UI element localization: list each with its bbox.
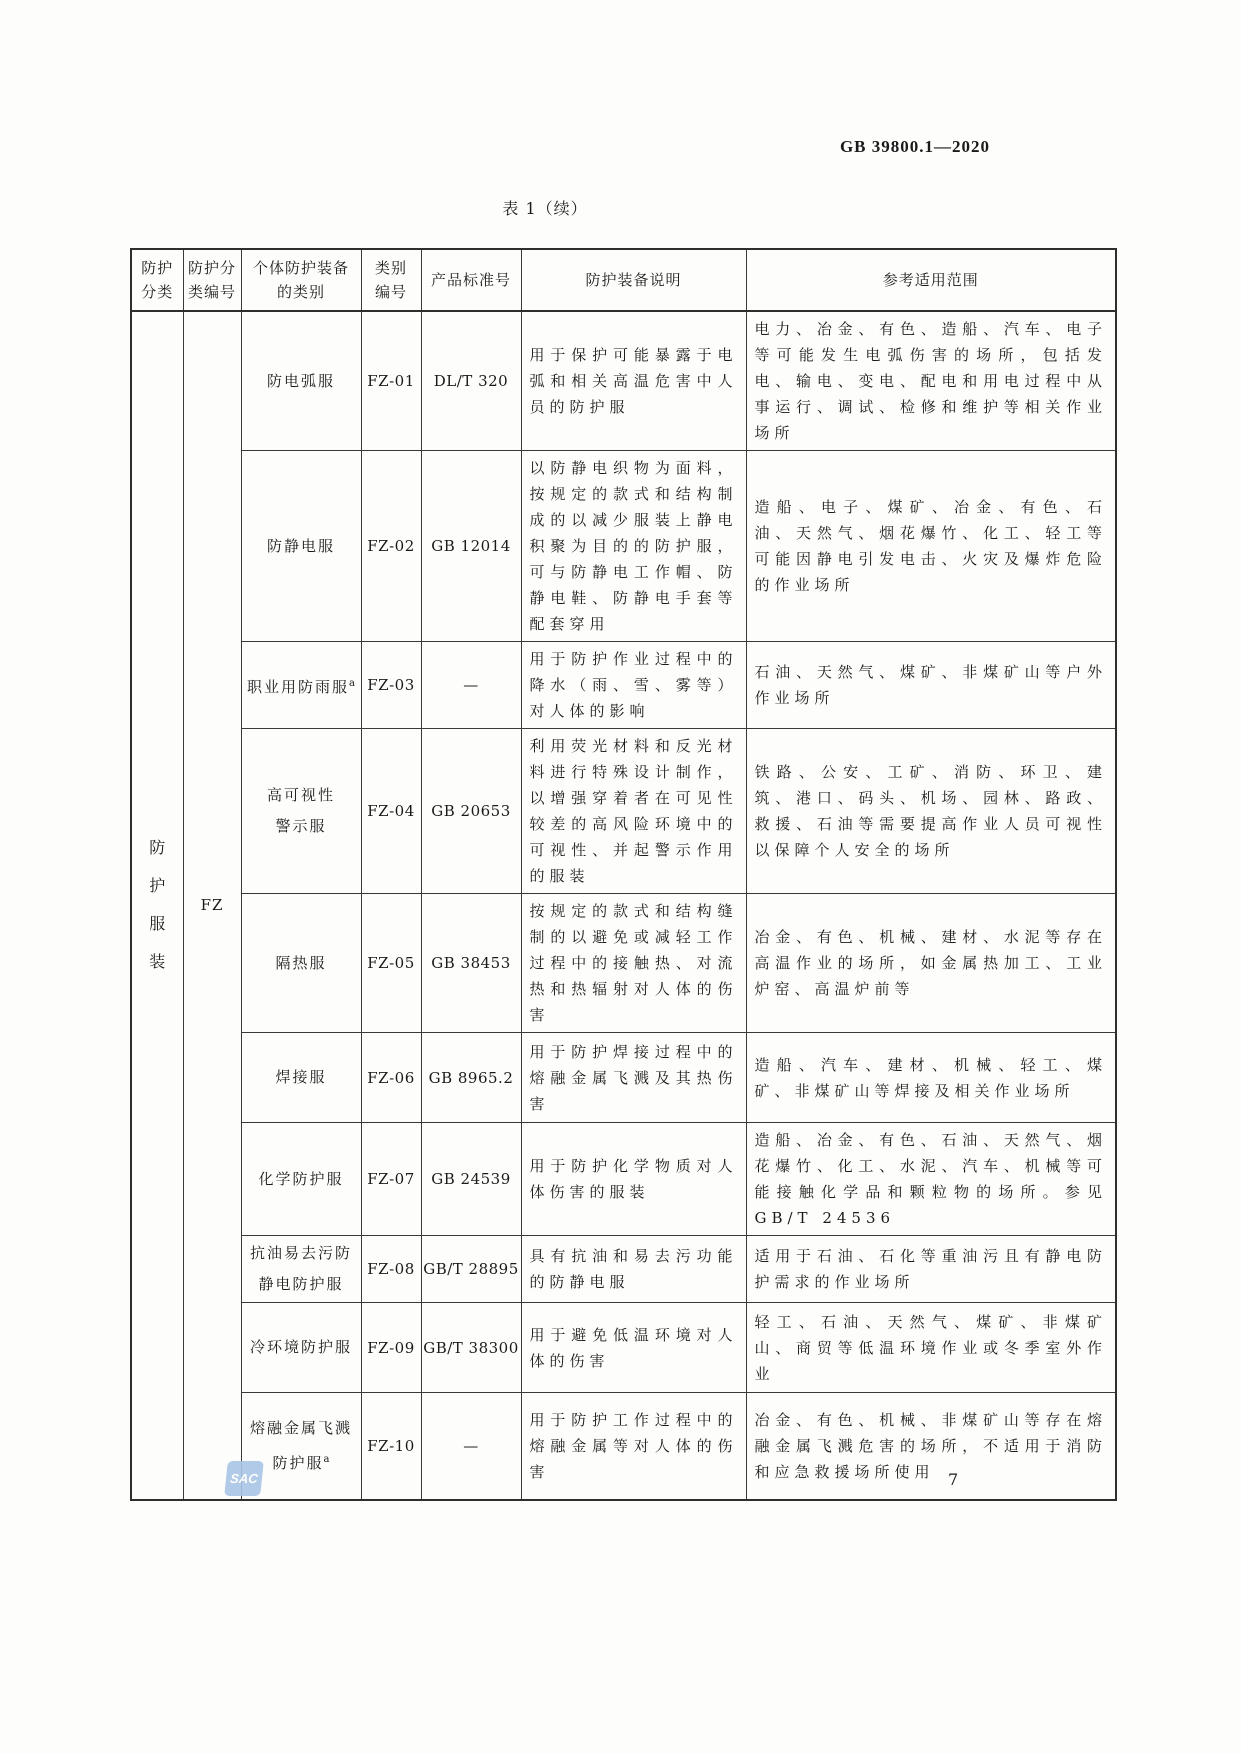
category-char: 装 xyxy=(149,952,166,972)
page-number: 7 xyxy=(948,1470,959,1489)
equipment-description-cell: 具有抗油和易去污功能的防静电服 xyxy=(521,1236,746,1303)
table-title: 表 1（续） xyxy=(502,199,588,218)
equipment-description-cell: 用于防护工作过程中的熔融金属等对人体的伤害 xyxy=(521,1393,746,1500)
table-row xyxy=(131,1236,1116,1303)
category-number-cell: FZ-10 xyxy=(361,1393,421,1500)
table-row xyxy=(131,1393,1116,1500)
equipment-name-cell: 焊接服 xyxy=(241,1033,361,1123)
table-header xyxy=(131,249,1116,311)
sac-watermark-logo: SAC xyxy=(224,1461,264,1496)
equipment-name-cell: 防静电服 xyxy=(241,451,361,642)
column-header: 参考适用范围 xyxy=(746,249,1116,311)
product-standard-cell: GB 38453 xyxy=(421,894,521,1033)
equipment-name-cell: 熔融金属飞溅 防护服$^a$ xyxy=(241,1393,361,1500)
equipment-name-cell: 防电弧服 xyxy=(241,311,361,451)
category-char: 防 xyxy=(149,838,166,858)
table-row xyxy=(131,311,1116,451)
product-standard-cell: GB/T 38300 xyxy=(421,1303,521,1393)
column-header: 防护装备说明 xyxy=(521,249,746,311)
table-row xyxy=(131,451,1116,642)
category-number-cell: FZ-07 xyxy=(361,1123,421,1236)
column-header: 防护分 类编号 xyxy=(183,249,241,311)
footnote-marker: a xyxy=(323,1453,330,1465)
category-number-cell: FZ-01 xyxy=(361,311,421,451)
ppe-classification-table xyxy=(130,248,1117,1501)
category-char: 护 xyxy=(149,876,166,896)
category-number-cell: FZ-09 xyxy=(361,1303,421,1393)
product-standard-cell: GB/T 28895 xyxy=(421,1236,521,1303)
applicable-scope-cell: 电力、冶金、有色、造船、汽车、电子等可能发生电弧伤害的场所，包括发电、输电、变电、配电和用电过程中从事运行、调试、检修和维护等相关作业场所 xyxy=(746,311,1116,451)
applicable-scope-cell: 铁路、公安、工矿、消防、环卫、建筑、港口、码头、机场、园林、路政、救援、石油等需要提高作业人员可视性以保障个人安全的场所 xyxy=(746,729,1116,894)
equipment-name-cell: 化学防护服 xyxy=(241,1123,361,1236)
standard-number: GB 39800.1—2020 xyxy=(839,137,990,156)
equipment-name-cell: 职业用防雨服$^a$ xyxy=(241,642,361,729)
applicable-scope-cell: 造船、电子、煤矿、冶金、有色、石油、天然气、烟花爆竹、化工、轻工等可能因静电引发电击、火灾及爆炸危险的作业场所 xyxy=(746,451,1116,642)
product-standard-cell: GB 24539 xyxy=(421,1123,521,1236)
column-header: 产品标准号 xyxy=(421,249,521,311)
header-row xyxy=(131,249,1116,311)
column-header: 防护 分类 xyxy=(131,249,183,311)
table-row xyxy=(131,642,1116,729)
column-header: 类别 编号 xyxy=(361,249,421,311)
applicable-scope-cell: 冶金、有色、机械、非煤矿山等存在熔融金属飞溅危害的场所，不适用于消防和应急救援场所使用 xyxy=(746,1393,1116,1500)
protection-category-cell xyxy=(131,311,183,1500)
applicable-scope-cell: 造船、冶金、有色、石油、天然气、烟花爆竹、化工、水泥、汽车、机械等可能接触化学品和颗粒物的场所。参见 GB/T 24536 xyxy=(746,1123,1116,1236)
applicable-scope-cell: 适用于石油、石化等重油污且有静电防护需求的作业场所 xyxy=(746,1236,1116,1303)
category-number-cell: FZ-08 xyxy=(361,1236,421,1303)
equipment-description-cell: 按规定的款式和结构缝制的以避免或减轻工作过程中的接触热、对流热和热辐射对人体的伤害 xyxy=(521,894,746,1033)
table-row xyxy=(131,894,1116,1033)
equipment-name-cell: 抗油易去污防 静电防护服 xyxy=(241,1236,361,1303)
equipment-description-cell: 以防静电织物为面料，按规定的款式和结构制成的以减少服装上静电积聚为目的的防护服，可与防静电工作帽、防静电鞋、防静电手套等配套穿用 xyxy=(521,451,746,642)
applicable-scope-cell: 轻工、石油、天然气、煤矿、非煤矿山、商贸等低温环境作业或冬季室外作业 xyxy=(746,1303,1116,1393)
applicable-scope-cell: 造船、汽车、建材、机械、轻工、煤矿、非煤矿山等焊接及相关作业场所 xyxy=(746,1033,1116,1123)
category-number-cell: FZ-03 xyxy=(361,642,421,729)
equipment-description-cell: 用于防护化学物质对人体伤害的服装 xyxy=(521,1123,746,1236)
column-header: 个体防护装备 的类别 xyxy=(241,249,361,311)
table-row xyxy=(131,1033,1116,1123)
equipment-name-cell: 冷环境防护服 xyxy=(241,1303,361,1393)
product-standard-cell: GB 12014 xyxy=(421,451,521,642)
product-standard-cell: — xyxy=(421,1393,521,1500)
equipment-name-cell: 高可视性 警示服 xyxy=(241,729,361,894)
equipment-description-cell: 用于防护作业过程中的降水（雨、雪、雾等）对人体的影响 xyxy=(521,642,746,729)
applicable-scope-cell: 石油、天然气、煤矿、非煤矿山等户外作业场所 xyxy=(746,642,1116,729)
table-body xyxy=(131,311,1116,1500)
equipment-description-cell: 用于防护焊接过程中的熔融金属飞溅及其热伤害 xyxy=(521,1033,746,1123)
product-standard-cell: GB 8965.2 xyxy=(421,1033,521,1123)
applicable-scope-cell: 冶金、有色、机械、建材、水泥等存在高温作业的场所，如金属热加工、工业炉窑、高温炉前等 xyxy=(746,894,1116,1033)
category-number-cell: FZ-04 xyxy=(361,729,421,894)
product-standard-cell: DL/T 320 xyxy=(421,311,521,451)
category-number-cell: FZ-05 xyxy=(361,894,421,1033)
table-row xyxy=(131,1123,1116,1236)
equipment-description-cell: 用于避免低温环境对人体的伤害 xyxy=(521,1303,746,1393)
category-number-cell: FZ-02 xyxy=(361,451,421,642)
category-code-cell: FZ xyxy=(183,311,241,1500)
equipment-name-cell: 隔热服 xyxy=(241,894,361,1033)
product-standard-cell: GB 20653 xyxy=(421,729,521,894)
product-standard-cell: — xyxy=(421,642,521,729)
equipment-description-cell: 用于保护可能暴露于电弧和相关高温危害中人员的防护服 xyxy=(521,311,746,451)
footnote-marker: a xyxy=(349,677,355,689)
table-row xyxy=(131,1303,1116,1393)
equipment-description-cell: 利用荧光材料和反光材料进行特殊设计制作，以增强穿着者在可见性较差的高风险环境中的可视性、并起警示作用的服装 xyxy=(521,729,746,894)
table-row xyxy=(131,729,1116,894)
category-number-cell: FZ-06 xyxy=(361,1033,421,1123)
category-char: 服 xyxy=(149,914,166,934)
